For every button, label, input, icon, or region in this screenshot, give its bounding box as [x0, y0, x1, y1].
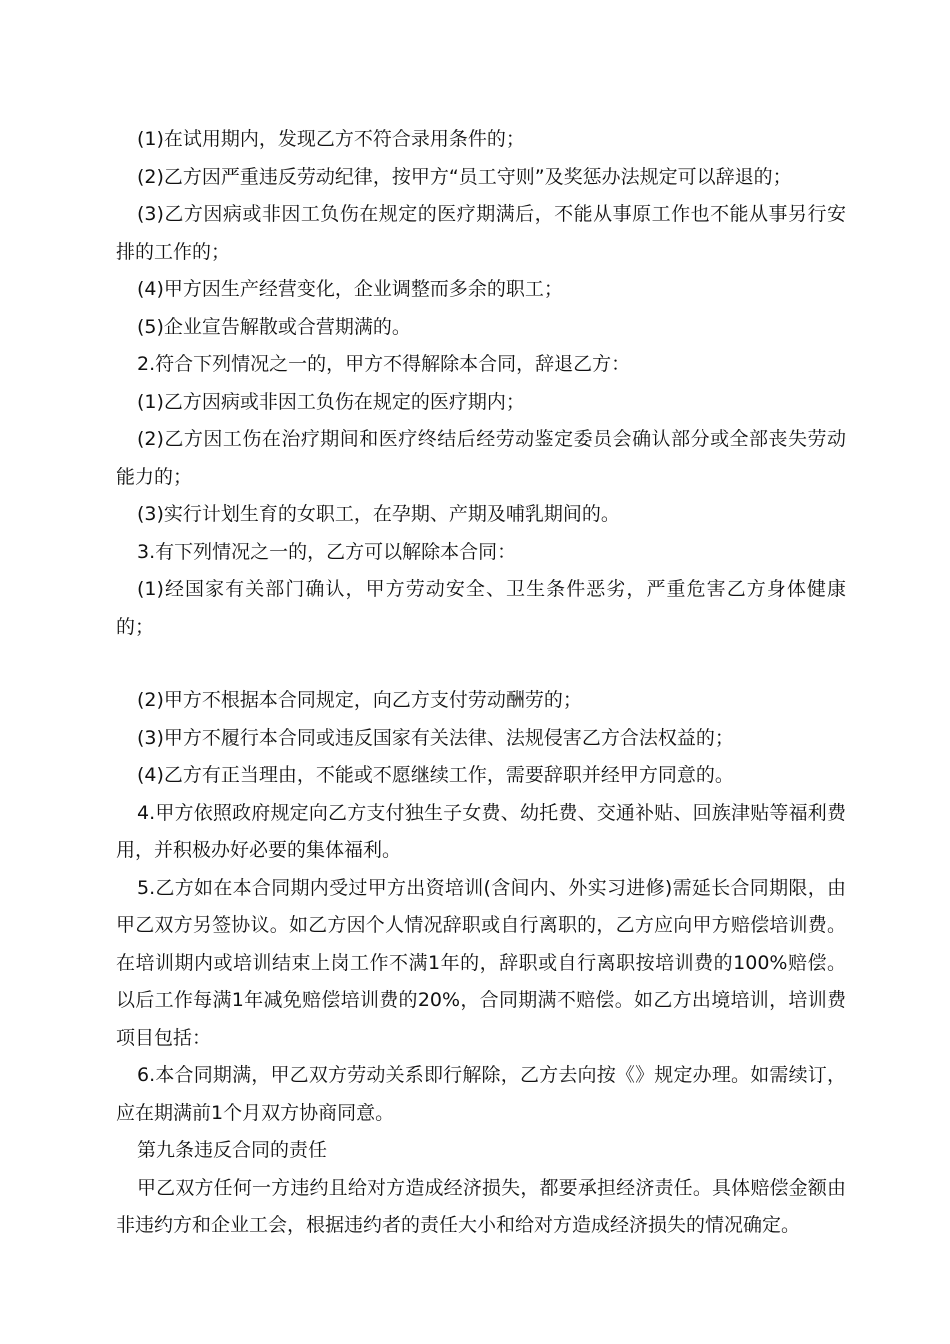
article-body: 甲乙双方任何一方违约且给对方造成经济损失，都要承担经济责任。具体赔偿金额由非违约方和企业工会，根据违约者的责任大小和给对方造成经济损失的情况确定。 [116, 1176, 846, 1236]
article-title: 第九条违反合同的责任 [137, 1139, 328, 1161]
clause-item: (3)实行计划生育的女职工，在孕期、产期及哺乳期间的。 [137, 503, 620, 525]
clause-item: (2)甲方不根据本合同规定，向乙方支付劳动酬劳的； [137, 689, 582, 711]
clause-item: (1)在试用期内，发现乙方不符合录用条件的； [137, 128, 525, 150]
clause-heading: 6.本合同期满，甲乙双方劳动关系即行解除，乙方去向按《》规定办理。如需续订，应在期满前1个月双方协商同意。 [116, 1064, 846, 1124]
clause-item: (2)乙方因严重违反劳动纪律，按甲方“员工守则”及奖惩办法规定可以辞退的； [137, 165, 792, 188]
clause-item: (1)经国家有关部门确认，甲方劳动安全、卫生条件恶劣，严重危害乙方身体健康的； [116, 578, 846, 638]
clause-heading: 2.符合下列情况之一的，甲方不得解除本合同，辞退乙方： [137, 353, 631, 375]
clause-item: (5)企业宣告解散或合营期满的。 [137, 315, 411, 338]
document-body [116, 121, 846, 1245]
clause-heading: 3.有下列情况之一的，乙方可以解除本合同： [137, 540, 517, 563]
blank-line [116, 646, 846, 682]
clause-heading: 4.甲方依照政府规定向乙方支付独生子女费、幼托费、交通补贴、回族津贴等福利费用，并积极办好必要的集体福利。 [116, 801, 846, 861]
clause-item: (3)甲方不履行本合同或违反国家有关法律、法规侵害乙方合法权益的； [137, 726, 734, 749]
clause-heading: 5.乙方如在本合同期内受过甲方出资培训(含间内、外实习进修)需延长合同期限，由甲乙双方另签协议。如乙方因个人情况辞职或自行离职的，乙方应向甲方赔偿培训费。在培训期内或培训结束上岗工作不满1年的，辞职或自行离职按培训费的100%赔偿。以后工作每满1年减免赔偿培训费的20%，合同期满不赔偿。如乙方出境培训，培训费项目包括： [116, 876, 846, 1049]
clause-item: (4)乙方有正当理由，不能或不愿继续工作，需要辞职并经甲方同意的。 [137, 764, 734, 786]
clause-item: (4)甲方因生产经营变化，企业调整而多余的职工； [137, 278, 563, 300]
clause-item: (2)乙方因工伤在治疗期间和医疗终结后经劳动鉴定委员会确认部分或全部丧失劳动能力的； [116, 428, 846, 488]
clause-item: (1)乙方因病或非因工负伤在规定的医疗期内； [137, 390, 525, 413]
clause-item: (3)乙方因病或非因工负伤在规定的医疗期满后，不能从事原工作也不能从事另行安排的工作的； [116, 203, 846, 263]
